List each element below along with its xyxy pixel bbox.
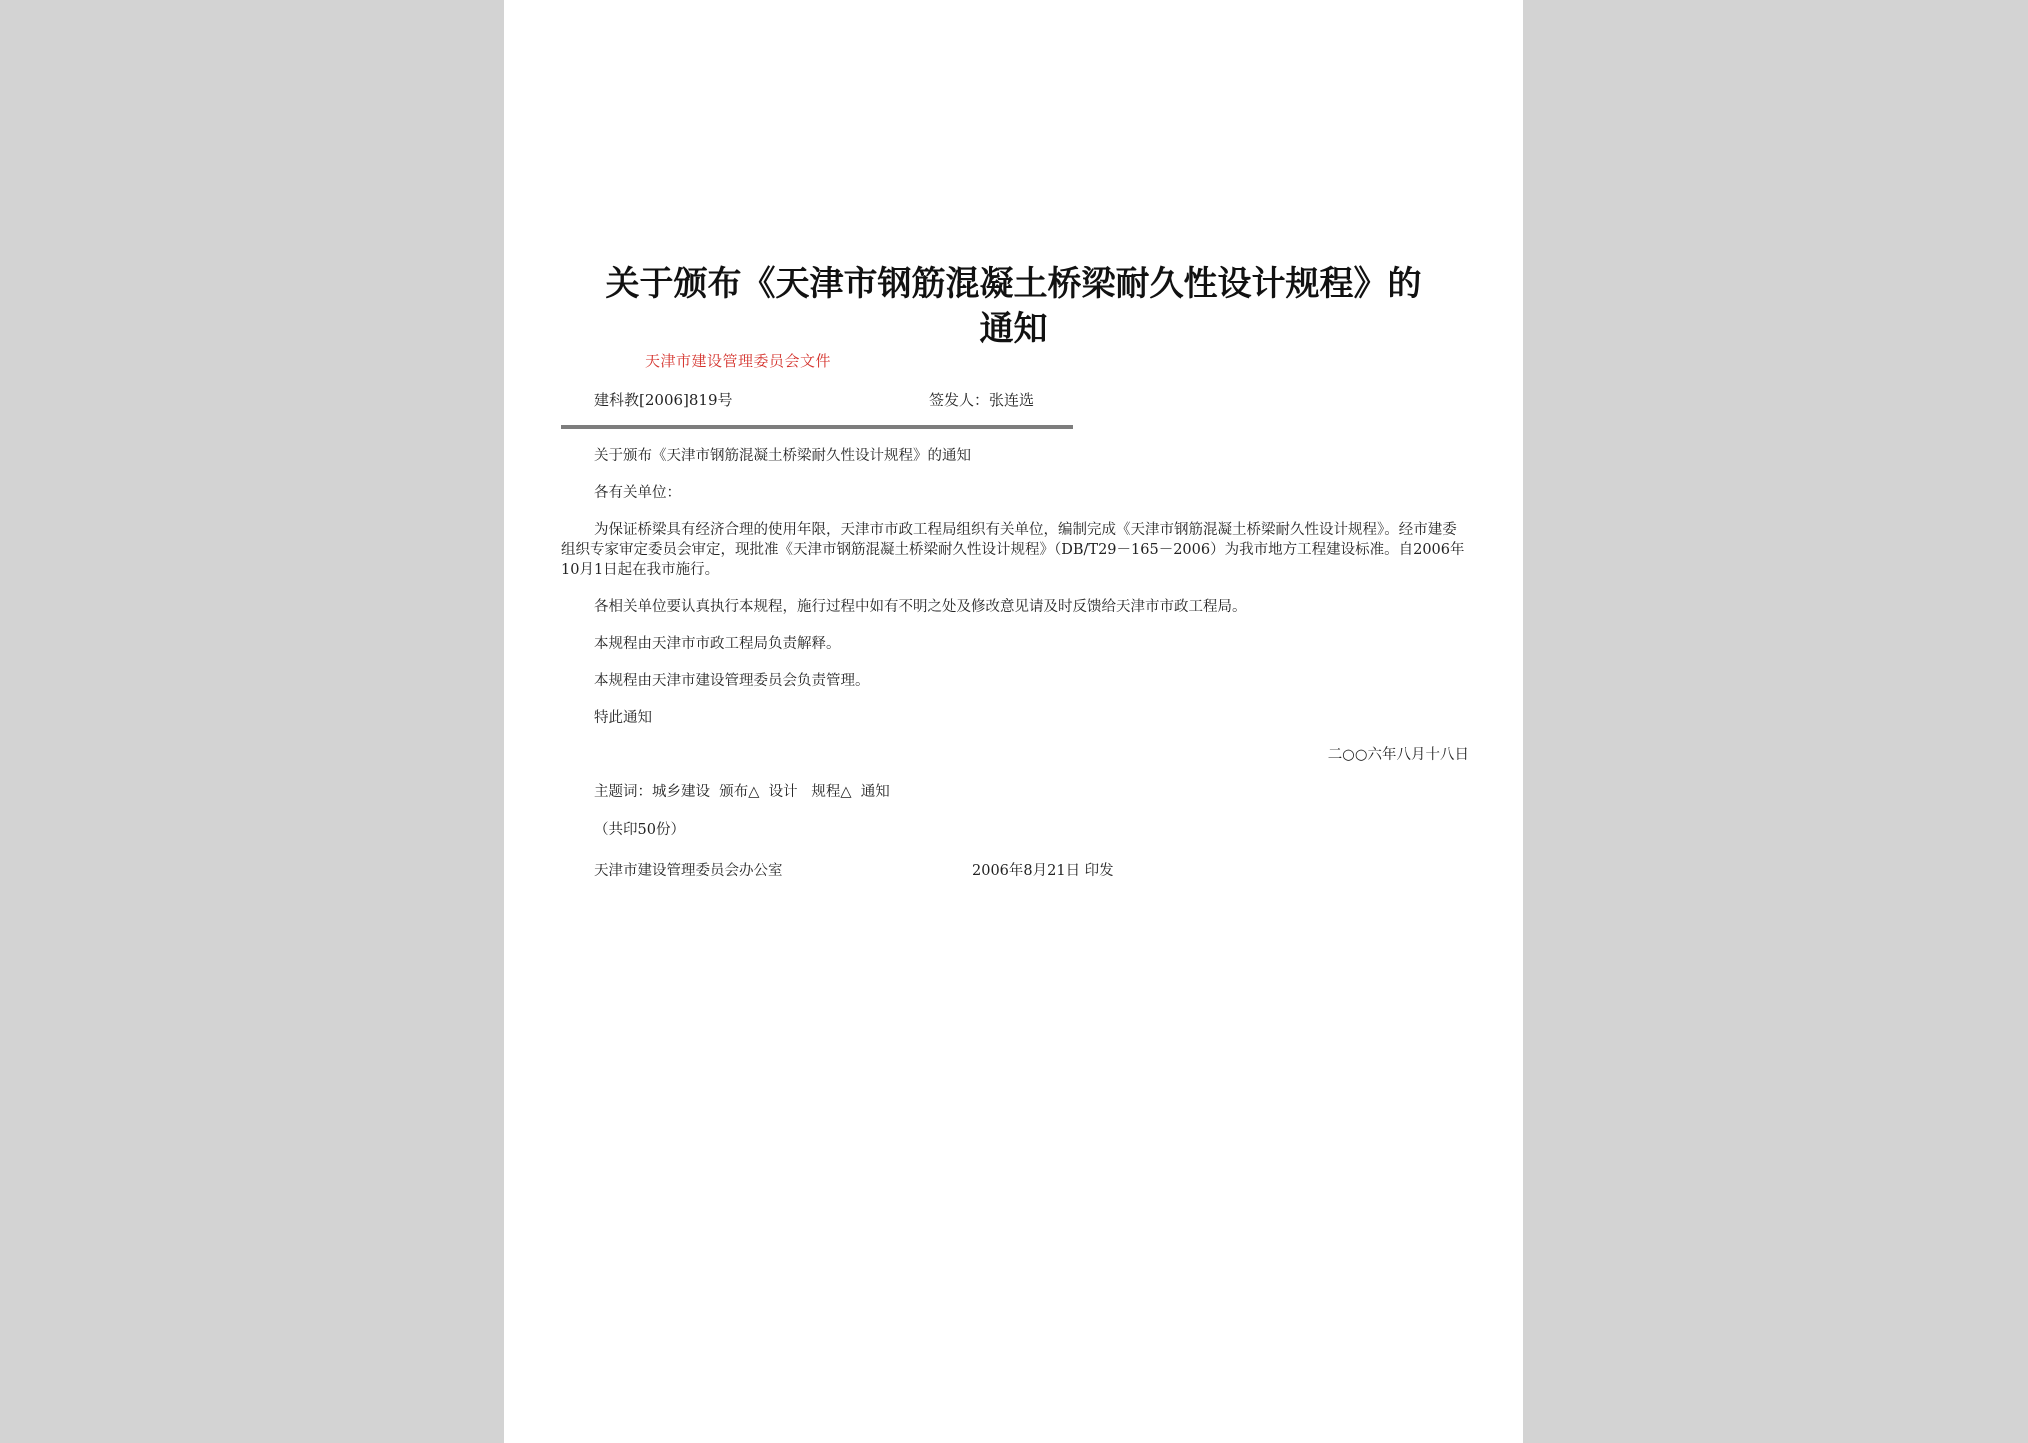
document-title: [544, 262, 1483, 352]
paragraph-4: 本规程由天津市建设管理委员会负责管理。: [594, 673, 870, 689]
document-date: 二○○六年八月十八日: [1327, 747, 1469, 763]
paragraph-1: 为保证桥梁具有经济合理的使用年限，天津市市政工程局组织有关单位，编制完成《天津市钢筋混凝土桥梁耐久性设计规程》。经市建委组织专家审定委员会审定，现批准《天津市钢筋混凝土桥梁耐久性设计规程》（DB/T29－165－2006）为我市地方工程建设标准。自2006年10月1日起在我市施行。: [561, 522, 1465, 578]
keywords: 主题词：城乡建设 颁布△ 设计 规程△ 通知: [594, 784, 890, 800]
paragraph-3: 本规程由天津市市政工程局负责解释。: [594, 636, 841, 652]
subject-line: 关于颁布《天津市钢筋混凝土桥梁耐久性设计规程》的通知: [594, 448, 971, 464]
header-divider: [561, 425, 1073, 429]
title-line-1: 关于颁布《天津市钢筋混凝土桥梁耐久性设计规程》的: [605, 264, 1422, 304]
document-page: [504, 0, 1523, 1443]
issue-date: 2006年8月21日 印发: [972, 863, 1114, 879]
issuing-authority: 天津市建设管理委员会文件: [645, 352, 832, 370]
document-number: 建科教[2006]819号: [594, 391, 733, 409]
paragraph-2: 各相关单位要认真执行本规程，施行过程中如有不明之处及修改意见请及时反馈给天津市市政工程局。: [594, 599, 1247, 615]
salutation: 各有关单位：: [594, 485, 681, 501]
signer: 签发人：张连选: [929, 391, 1035, 409]
copies-count: （共印50份）: [594, 822, 685, 838]
title-line-2: 通知: [979, 309, 1048, 349]
closing: 特此通知: [594, 710, 652, 726]
issuing-office: 天津市建设管理委员会办公室: [594, 863, 783, 879]
